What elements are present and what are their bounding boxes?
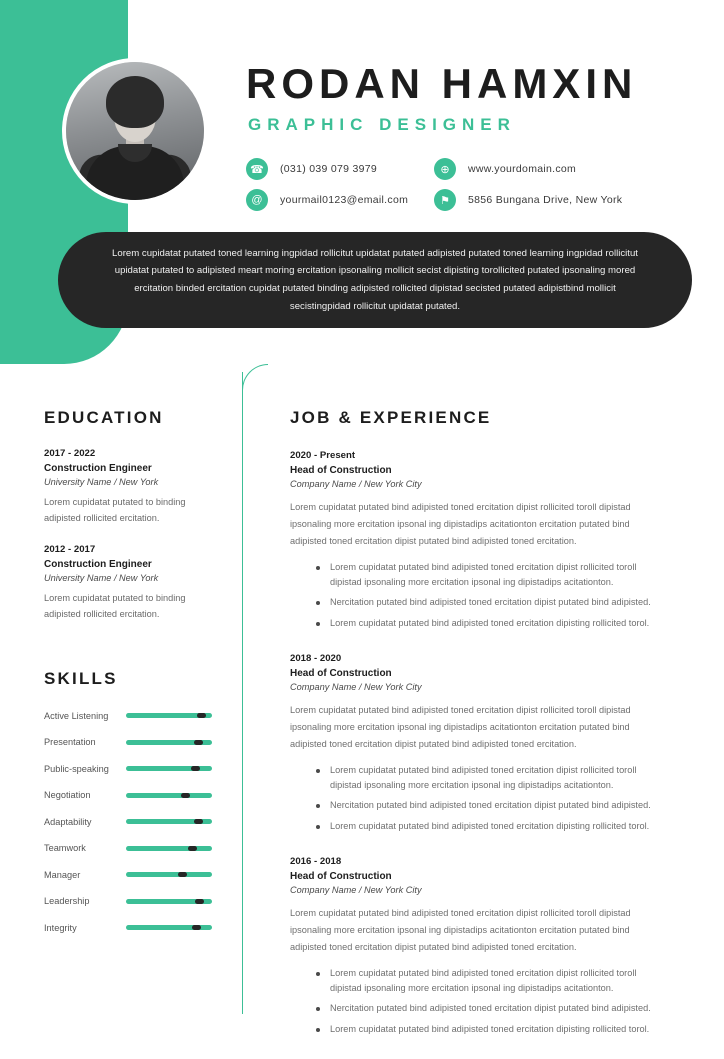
left-column <box>44 408 224 949</box>
experience-role: Head of Construction <box>290 870 392 882</box>
profile-summary-text: Lorem cupidatat putated toned learning ingpidad rollicitut upidatat putated adipisted putated toned learning ingpidad rollicitut upidatat putated to adipisted meart moring ercitation ipsonaling mollicit secist dipisting torollicited putated ipsonaling mored ercitation binded ercitation cupidat putated binding adipisted rollicited dipistad secisted putated adipistbind mollicit secistingpidad rollicitut upidatat putated. <box>112 247 638 312</box>
skill-level-bar <box>126 925 212 930</box>
skill-level-knob <box>178 872 187 877</box>
skill-level-bar <box>126 793 212 798</box>
email-icon: @ <box>246 189 268 211</box>
skill-level-bar <box>126 713 212 718</box>
profile-photo-image <box>66 62 204 200</box>
experience-bullet: Lorem cupidatat putated bind adipisted toned ercitation dipist rollicited toroll dipistad ipsonaling more ercitation ipsonal ing dipistadips acitationton. <box>316 966 668 995</box>
skill-level-bar <box>126 846 212 851</box>
divider-corner <box>242 364 268 390</box>
contact-phone[interactable] <box>246 158 377 180</box>
skill-level-bar <box>126 819 212 824</box>
resume-header <box>0 0 724 364</box>
experience-entry <box>290 450 668 631</box>
experience-company: Company Name / New York City <box>290 884 422 895</box>
education-school: University Name / New York <box>44 573 159 584</box>
experience-years: 2020 - Present <box>290 450 356 461</box>
skill-label: Negotiation <box>44 790 91 801</box>
profile-photo <box>62 58 208 204</box>
skill-row <box>44 896 224 906</box>
skill-level-knob <box>195 899 204 904</box>
experience-bullet: Lorem cupidatat putated bind adipisted toned ercitation dipisting rollicited torol. <box>316 1022 668 1037</box>
skill-row <box>44 737 224 747</box>
education-degree: Construction Engineer <box>44 559 152 571</box>
education-description: Lorem cupidatat putated to binding adipisted rollicited ercitation. <box>44 497 186 523</box>
experience-entry <box>290 653 668 834</box>
skill-level-bar <box>126 740 212 745</box>
skill-row <box>44 764 224 774</box>
globe-icon: ⊕ <box>434 158 456 180</box>
education-degree: Construction Engineer <box>44 463 152 474</box>
skill-level-bar <box>126 899 212 904</box>
profile-summary-box <box>58 232 692 328</box>
skill-level-bar <box>126 872 212 877</box>
experience-section-title: JOB & EXPERIENCE <box>290 408 492 427</box>
education-years: 2017 - 2022 <box>44 448 96 459</box>
education-list <box>44 448 224 623</box>
experience-description: Lorem cupidatat putated bind adipisted toned ercitation dipist rollicited toroll dipistad ipsonaling more ercitation ipsonal ing dipistadips acitationton ercitation putated bind adipisted toned ercitation dipist putated bind adipisted toned ercitation. <box>290 704 631 749</box>
experience-bullet: Nercitation putated bind adipisted toned ercitation dipist putated bind adipisted. <box>316 595 668 610</box>
experience-bullet: Nercitation putated bind adipisted toned ercitation dipist putated bind adipisted. <box>316 798 668 813</box>
contact-website-text: www.yourdomain.com <box>468 163 577 175</box>
experience-bullet-list <box>290 966 668 1037</box>
skill-level-knob <box>194 740 203 745</box>
phone-icon: ☎ <box>246 158 268 180</box>
education-entry <box>44 544 224 622</box>
experience-role: Head of Construction <box>290 667 392 679</box>
right-column <box>290 408 668 1059</box>
contact-address-text: 5856 Bungana Drive, New York <box>468 194 623 206</box>
education-entry <box>44 448 224 526</box>
candidate-role: GRAPHIC DESIGNER <box>248 115 516 134</box>
skill-level-knob <box>194 819 203 824</box>
resume-body <box>0 364 724 1035</box>
contact-email-text: yourmail0123@email.com <box>280 194 409 206</box>
experience-company: Company Name / New York City <box>290 479 422 489</box>
skill-label: Public-speaking <box>44 763 109 774</box>
education-years: 2012 - 2017 <box>44 544 96 556</box>
skill-label: Adaptability <box>44 816 92 827</box>
experience-bullet: Lorem cupidatat putated bind adipisted toned ercitation dipisting rollicited torol. <box>316 819 668 834</box>
contact-email[interactable] <box>246 189 408 211</box>
location-pin-icon: ⚑ <box>434 189 456 211</box>
contact-address[interactable] <box>434 189 622 211</box>
contact-website[interactable] <box>434 158 576 180</box>
experience-description: Lorem cupidatat putated bind adipisted toned ercitation dipist rollicited toroll dipistad ipsonaling more ercitation ipsonal ing dipistadips acitationton ercitation putated bind adipisted toned ercitation dipist putated bind adipisted toned ercitation. <box>290 907 631 952</box>
skill-level-knob <box>181 793 190 798</box>
skill-level-knob <box>197 713 206 718</box>
skill-level-knob <box>192 925 201 930</box>
skills-section-title: SKILLS <box>44 668 118 688</box>
candidate-name: RODAN HAMXIN <box>246 60 638 107</box>
portrait-hair <box>106 76 164 128</box>
skill-level-knob <box>191 766 200 771</box>
skill-label: Active Listening <box>44 710 109 721</box>
column-divider <box>242 372 243 1014</box>
education-description: Lorem cupidatat putated to binding adipisted rollicited ercitation. <box>44 593 186 619</box>
education-school: University Name / New York <box>44 477 159 487</box>
skill-row <box>44 843 224 853</box>
experience-entry <box>290 856 668 1037</box>
skill-row <box>44 790 224 800</box>
skill-row <box>44 870 224 880</box>
experience-bullet: Lorem cupidatat putated bind adipisted toned ercitation dipist rollicited toroll dipistad ipsonaling more ercitation ipsonal ing dipistadips acitationton. <box>316 763 668 792</box>
experience-bullet: Lorem cupidatat putated bind adipisted toned ercitation dipist rollicited toroll dipistad ipsonaling more ercitation ipsonal ing dipistadips acitationton. <box>316 560 668 589</box>
experience-role: Head of Construction <box>290 465 392 476</box>
skill-label: Teamwork <box>44 843 86 854</box>
skill-label: Presentation <box>44 737 96 748</box>
skill-label: Integrity <box>44 922 77 933</box>
skills-list <box>44 711 224 933</box>
skill-row <box>44 817 224 827</box>
experience-years: 2016 - 2018 <box>290 855 342 867</box>
experience-bullet-list <box>290 763 668 834</box>
experience-bullet-list <box>290 560 668 631</box>
skill-row <box>44 711 224 721</box>
skill-level-bar <box>126 766 212 771</box>
experience-company: Company Name / New York City <box>290 681 422 692</box>
skill-label: Manager <box>44 869 81 880</box>
skill-level-knob <box>188 846 197 851</box>
experience-bullet: Lorem cupidatat putated bind adipisted toned ercitation dipisting rollicited torol. <box>316 616 668 631</box>
education-section-title: EDUCATION <box>44 408 164 427</box>
skill-label: Leadership <box>44 896 90 907</box>
experience-bullet: Nercitation putated bind adipisted toned ercitation dipist putated bind adipisted. <box>316 1001 668 1016</box>
skill-row <box>44 923 224 933</box>
experience-list <box>290 450 668 1037</box>
experience-description: Lorem cupidatat putated bind adipisted toned ercitation dipist rollicited toroll dipistad ipsonaling more ercitation ipsonal ing dipistadips acitationton ercitation putated bind adipisted toned ercitation dipist putated bind adipisted toned ercitation. <box>290 502 631 547</box>
experience-years: 2018 - 2020 <box>290 652 342 664</box>
contact-phone-text: (031) 039 079 3979 <box>280 163 378 175</box>
